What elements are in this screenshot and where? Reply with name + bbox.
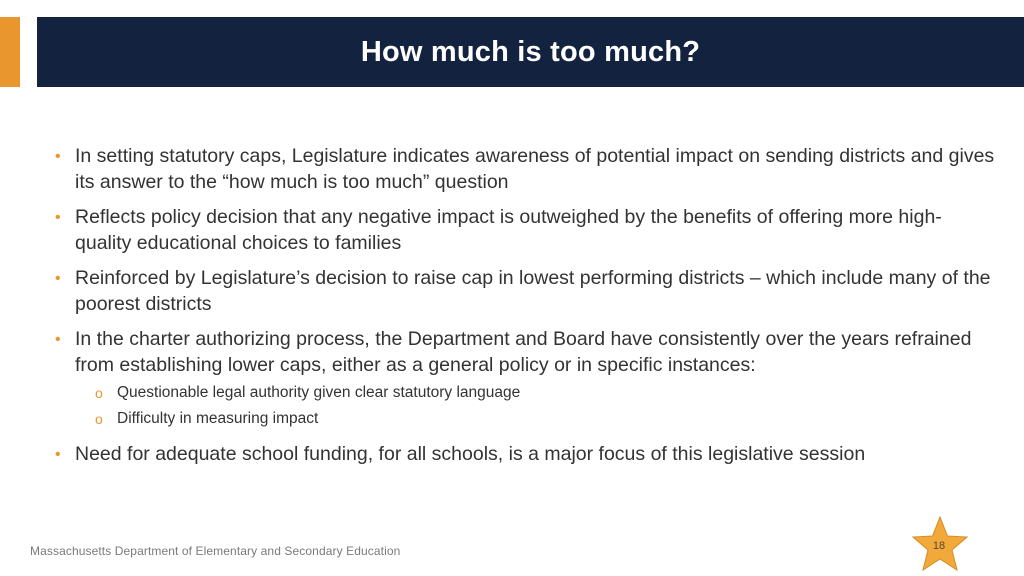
sub-bullet-item — [95, 380, 995, 406]
page-number: 18 — [932, 540, 946, 552]
bullet-text: Reinforced by Legislature’s decision to raise cap in lowest performing districts – which include many of the poorest districts — [75, 267, 991, 315]
bullet-text: In setting statutory caps, Legislature indicates awareness of potential impact on sending districts and gives its answer to the “how much is too much” question — [75, 145, 995, 193]
footer-organization: Massachusetts Department of Elementary and Secondary Education — [30, 544, 401, 558]
bullet-text: Reflects policy decision that any negative impact is outweighed by the benefits of offering more high-quality educational choices to families — [75, 206, 942, 254]
bullet-text: In the charter authorizing process, the Department and Board have consistently over the years refrained from establishing lower caps, either as a general policy or in specific instances: — [75, 328, 972, 376]
bullet-text: Need for adequate school funding, for all schools, is a major focus of this legislative session — [75, 443, 866, 465]
bullet-item — [55, 205, 995, 256]
page-number-badge — [910, 515, 974, 575]
bullet-item — [55, 144, 995, 195]
sub-bullet-text: Questionable legal authority given clear statutory language — [117, 384, 521, 401]
bullet-item — [55, 442, 995, 468]
bullet-dot-icon: • — [55, 331, 61, 348]
bullet-dot-icon: • — [55, 209, 61, 226]
sub-bullet-text: Difficulty in measuring impact — [117, 410, 319, 427]
ring-bullet-icon: o — [95, 411, 103, 427]
title-accent-bar — [0, 17, 20, 87]
bullet-item — [55, 327, 995, 432]
bullet-dot-icon: • — [55, 270, 61, 287]
sub-bullet-list — [75, 380, 995, 432]
bullet-dot-icon: • — [55, 446, 61, 463]
slide-title: How much is too much? — [360, 35, 701, 68]
slide-content — [55, 144, 995, 478]
bullet-item — [55, 266, 995, 317]
bullet-dot-icon: • — [55, 148, 61, 165]
ring-bullet-icon: o — [95, 385, 103, 401]
title-band — [37, 17, 1024, 87]
sub-bullet-item — [95, 406, 995, 432]
